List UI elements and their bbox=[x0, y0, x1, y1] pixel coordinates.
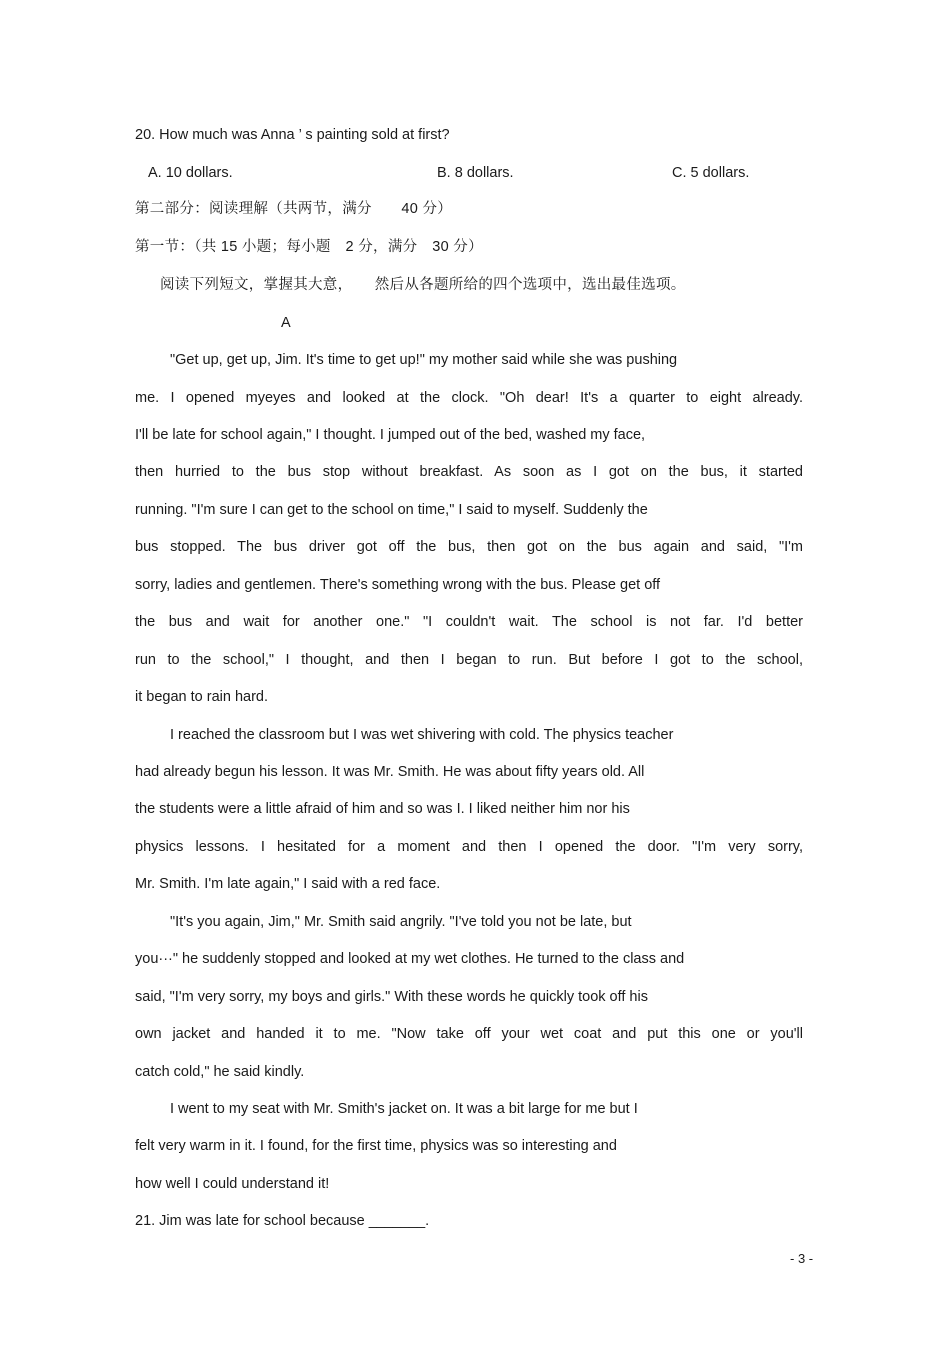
passage-line: me. I opened myeyes and looked at the clock. "Oh dear! It's a quarter to eight already. bbox=[135, 390, 803, 406]
page-number: - 3 - bbox=[790, 1251, 814, 1266]
passage-line: felt very warm in it. I found, for the first time, physics was so interesting and bbox=[135, 1138, 617, 1154]
passage-line: I'll be late for school again," I thought. I jumped out of the bed, washed my face, bbox=[135, 427, 646, 443]
passage-line: I reached the classroom but I was wet shivering with cold. The physics teacher bbox=[170, 727, 674, 743]
passage-line: the students were a little afraid of him and so was I. I liked neither him nor his bbox=[135, 801, 630, 817]
passage-line: physics lessons. I hesitated for a moment and then I opened the door. "I'm very sorry, bbox=[135, 839, 803, 855]
passage-line: "It's you again, Jim," Mr. Smith said angrily. "I've told you not be late, but bbox=[170, 914, 632, 930]
passage-line: how well I could understand it! bbox=[135, 1176, 330, 1192]
section-heading-sec1: 第一节：（共 15 小题；每小题 2 分，满分 30 分） bbox=[135, 239, 483, 255]
passage-line: "Get up, get up, Jim. It's time to get up!" my mother said while she was pushing bbox=[170, 352, 678, 368]
question-20-option-c: C. 5 dollars. bbox=[672, 165, 750, 181]
passage-label: A bbox=[281, 315, 291, 331]
question-21-stem: 21. Jim was late for school because _______. bbox=[135, 1213, 430, 1229]
passage-line: own jacket and handed it to me. "Now take off your wet coat and put this one or you'll bbox=[135, 1026, 803, 1042]
reading-instruction: 阅读下列短文，掌握其大意， 然后从各题所给的四个选项中，选出最佳选项。 bbox=[160, 277, 686, 293]
passage-line: you···" he suddenly stopped and looked at my wet clothes. He turned to the class and bbox=[135, 951, 685, 967]
passage-line: Mr. Smith. I'm late again," I said with a red face. bbox=[135, 876, 441, 892]
passage-line: I went to my seat with Mr. Smith's jacket on. It was a bit large for me but I bbox=[170, 1101, 638, 1117]
question-20-option-b: B. 8 dollars. bbox=[437, 165, 514, 181]
question-20-option-a: A. 10 dollars. bbox=[148, 165, 233, 181]
passage-line: then hurried to the bus stop without breakfast. As soon as I got on the bus, it started bbox=[135, 464, 803, 480]
passage-line: sorry, ladies and gentlemen. There's something wrong with the bus. Please get off bbox=[135, 577, 661, 593]
section-heading-part2: 第二部分：阅读理解（共两节，满分 40 分） bbox=[135, 201, 453, 217]
passage-line: running. "I'm sure I can get to the school on time," I said to myself. Suddenly the bbox=[135, 502, 648, 518]
passage-line: bus stopped. The bus driver got off the bus, then got on the bus again and said, "I'm bbox=[135, 539, 803, 555]
passage-line: catch cold," he said kindly. bbox=[135, 1064, 305, 1080]
passage-line: had already begun his lesson. It was Mr. Smith. He was about fifty years old. All bbox=[135, 764, 645, 780]
passage-line: run to the school," I thought, and then I began to run. But before I got to the school, bbox=[135, 652, 803, 668]
passage-line: the bus and wait for another one." "I couldn't wait. The school is not far. I'd better bbox=[135, 614, 803, 630]
passage-line: said, "I'm very sorry, my boys and girls." With these words he quickly took off his bbox=[135, 989, 648, 1005]
passage-line: it began to rain hard. bbox=[135, 689, 269, 705]
question-20-stem: 20. How much was Anna ’ s painting sold at first? bbox=[135, 127, 450, 143]
